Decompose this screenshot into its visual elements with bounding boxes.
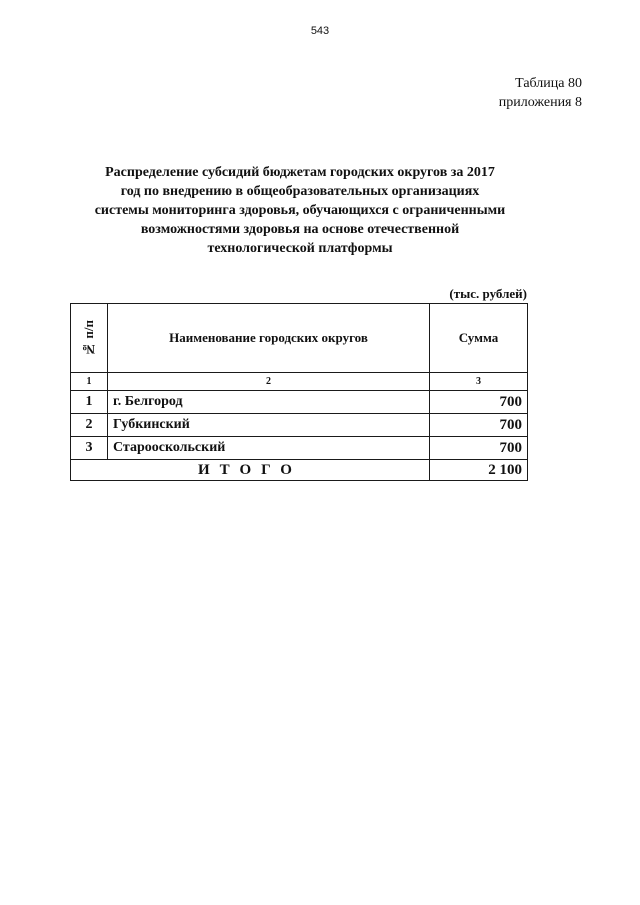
header-number [71,304,108,373]
title-line: год по внедрению в общеобразовательных организациях [120,184,480,199]
units-label: (тыс. рублей) [449,286,527,301]
subsidy-table [70,303,528,481]
subsidy-amount: 700 [430,437,528,460]
table-label: Таблица 80 [515,76,582,91]
table-reference [499,74,582,112]
page-number: 543 [310,25,330,37]
header-name: Наименование городских округов [108,304,430,373]
table-row [71,414,528,437]
title-line: Распределение субсидий бюджетам городских округов за 2017 [105,165,495,180]
total-amount: 2 100 [430,460,528,481]
row-number: 2 [71,414,108,437]
district-name: г. Белгород [108,391,430,414]
district-name: Старооскольский [108,437,430,460]
row-number: 1 [71,391,108,414]
header-sum: Сумма [430,304,528,373]
table-row [71,437,528,460]
title-line: технологической платформы [207,241,393,256]
total-label: ИТОГО [71,460,430,481]
row-number: 3 [71,437,108,460]
table-row [71,391,528,414]
document-title [60,163,540,258]
column-index: 1 [71,373,108,391]
title-line: системы мониторинга здоровья, обучающихся с ограниченными [94,203,506,218]
total-row [71,460,528,481]
subsidy-amount: 700 [430,391,528,414]
appendix-label: приложения 8 [498,95,582,110]
column-index: 3 [430,373,528,391]
table-header-row [71,304,528,373]
header-number-label: № п/п [81,319,96,357]
district-name: Губкинский [108,414,430,437]
subsidy-amount: 700 [430,414,528,437]
column-index: 2 [108,373,430,391]
title-line: возможностями здоровья на основе отечественной [140,222,460,237]
column-index-row [71,373,528,391]
